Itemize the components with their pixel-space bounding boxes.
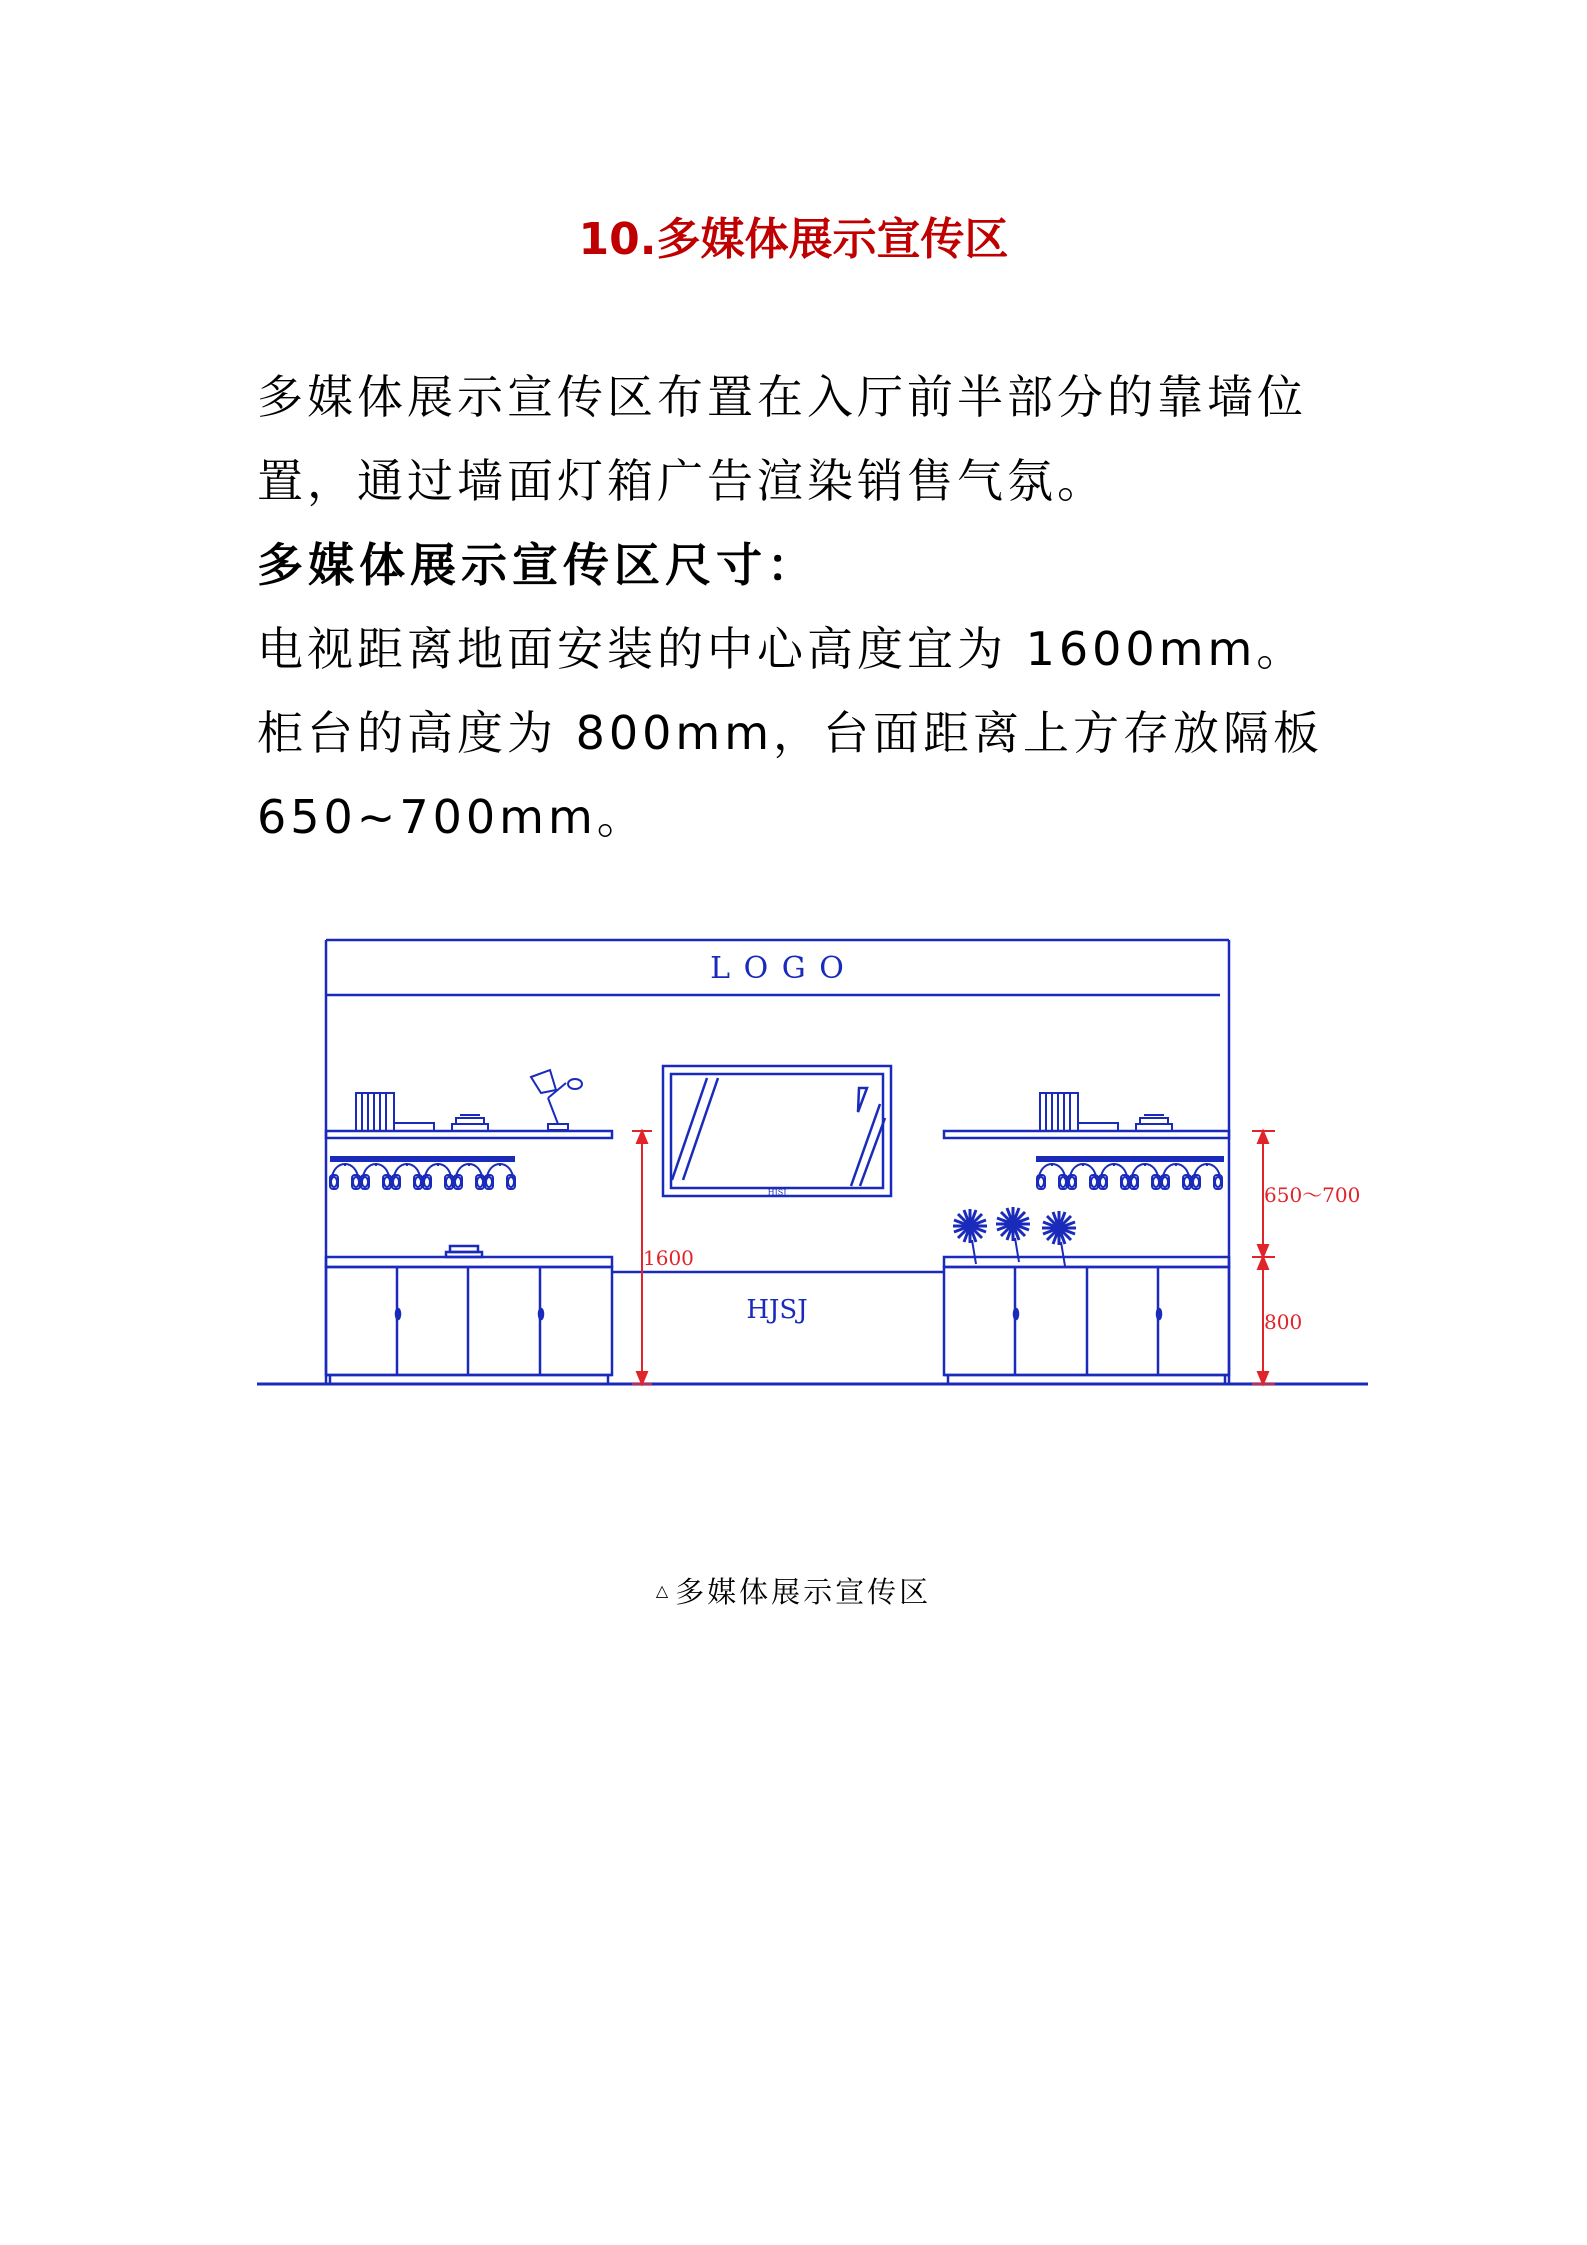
right-headphone-rack [1037,1163,1222,1189]
tv-brand-label: HJSJ [767,1188,787,1197]
dimension-650-700-label: 650～700 [1264,1183,1361,1207]
left-headphone-rack [330,1163,515,1189]
section-heading: 多媒体展示宣传区尺寸： [257,538,818,592]
right-shelf [944,1131,1229,1159]
left-shelf [326,1131,612,1159]
counter-brand-label: HJSJ [746,1295,808,1325]
desk-lamp-icon [531,1070,582,1130]
paragraph-line: 电视距离地面安装的中心高度宜为 1600mm。 [257,622,1307,676]
logo-label: L O G O [710,951,846,986]
paragraph-line: 650~700mm。 [257,790,647,844]
paragraph-line: 柜台的高度为 800mm，台面距离上方存放隔板 [257,706,1324,760]
right-books-icon [1040,1093,1172,1131]
paragraph-line: 多媒体展示宣传区布置在入厅前半部分的靠墙位 [257,370,1307,424]
tv-screen [663,1066,891,1196]
left-books-icon [356,1093,488,1131]
dimension-800-label: 800 [1264,1310,1303,1334]
right-cabinet [944,1257,1229,1384]
caption-text: 多媒体展示宣传区 [675,1575,932,1609]
figure-caption [0,1570,1587,1611]
page-title: 10.多媒体展示宣传区 [578,214,1009,265]
dimension-1600-label: 1600 [643,1246,694,1270]
paragraph-line: 置，通过墙面灯箱广告渲染销售气氛。 [257,454,1107,508]
triangle-marker-icon: △ [655,1581,672,1600]
left-cabinet [326,1246,612,1384]
